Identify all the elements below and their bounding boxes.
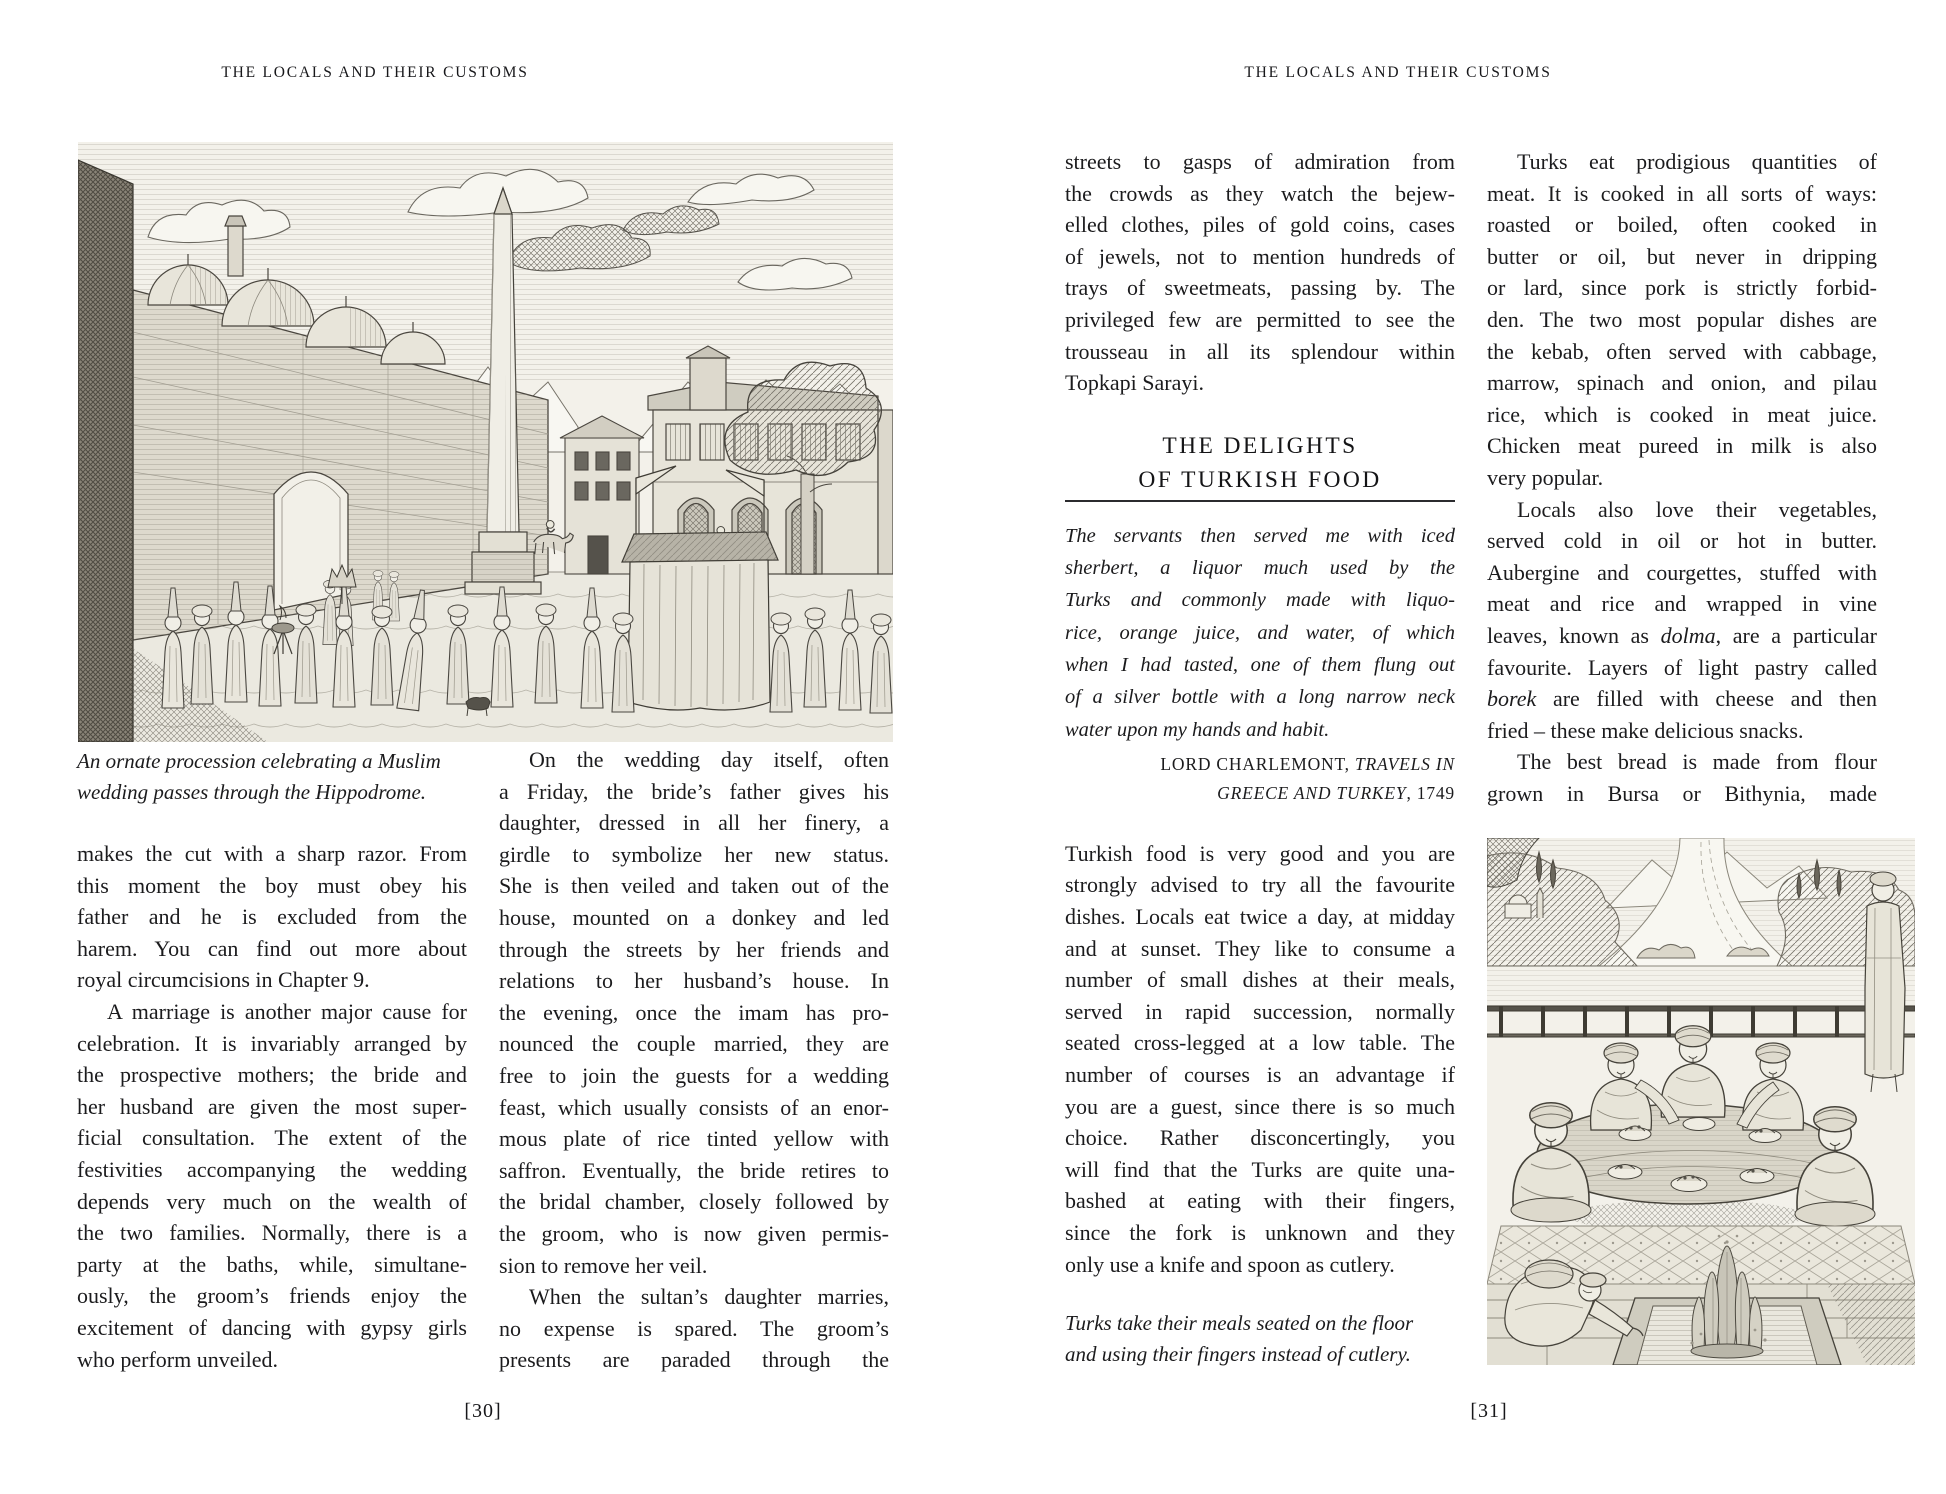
text-line: royal circumcisions in Chapter 9. bbox=[77, 967, 370, 993]
text-line: the prospective mothers; the bride and bbox=[77, 1062, 467, 1088]
text-line: her husband are given the most super- bbox=[77, 1093, 467, 1119]
pull-quote bbox=[1065, 520, 1455, 746]
text-line: excitement of dancing with gypsy girls bbox=[77, 1314, 467, 1340]
text-line: roasted or boiled, often cooked in bbox=[1487, 212, 1877, 238]
text-line: father and he is excluded from the bbox=[77, 904, 467, 930]
text-line: festivities accompanying the wedding bbox=[77, 1156, 467, 1182]
text-line: An ornate procession celebrating a Muslim bbox=[77, 749, 441, 773]
text-line: mous plate of rice tinted yellow with bbox=[499, 1126, 889, 1152]
text-line: ficial consultation. The extent of the bbox=[77, 1125, 467, 1151]
text-line: OF TURKISH FOOD bbox=[1138, 466, 1382, 493]
text-line: Turks take their meals seated on the floor bbox=[1065, 1311, 1414, 1336]
paragraph bbox=[499, 1281, 889, 1376]
text-line: of a silver bottle with a long narrow neck bbox=[1065, 686, 1455, 709]
foreground-wall-corner bbox=[78, 160, 133, 742]
paragraph bbox=[77, 838, 467, 996]
text-line: saffron. Eventually, the bride retires to bbox=[499, 1157, 889, 1183]
text-line: Turkish food is very good and you are bbox=[1065, 840, 1455, 866]
text-line: The servants then served me with iced bbox=[1065, 524, 1455, 547]
paragraph bbox=[1065, 146, 1455, 399]
page-number-right: [31] bbox=[1470, 1400, 1508, 1422]
text-line: harem. You can find out more about bbox=[77, 935, 467, 961]
text-line: streets to gasps of admiration from bbox=[1065, 149, 1455, 174]
text-line: wedding passes through the Hippodrome. bbox=[77, 780, 427, 804]
text-line: party at the baths, while, simultane- bbox=[77, 1251, 467, 1277]
text-line: Aubergine and courgettes, stuffed with bbox=[1487, 559, 1877, 585]
text-line: girdle to symbolize her new status. bbox=[499, 841, 889, 867]
text-line: since the fork is unknown and they bbox=[1065, 1219, 1455, 1245]
text-line: She is then veiled and taken out of the bbox=[499, 873, 889, 899]
text-line: choice. Rather disconcertingly, you bbox=[1065, 1125, 1455, 1151]
left-page-column-2 bbox=[499, 744, 889, 1376]
text-line: the groom, who is now given permis- bbox=[499, 1220, 889, 1246]
text-line: sherbert, a liquor much used by the bbox=[1065, 557, 1455, 580]
text-line: borek are filled with cheese and then bbox=[1487, 686, 1877, 712]
section-heading bbox=[1065, 429, 1455, 497]
text-line: Topkapi Sarayi. bbox=[1065, 370, 1204, 396]
text-line: marrow, spinach and onion, and pilau bbox=[1487, 370, 1877, 396]
text-line: very popular. bbox=[1487, 464, 1604, 490]
text-line: no expense is spared. The groom’s bbox=[499, 1315, 889, 1341]
text-line: you are a guest, since there is so much bbox=[1065, 1093, 1455, 1119]
text-line: dishes. Locals eat twice a day, at midday bbox=[1065, 904, 1455, 930]
text-line: ously, the groom’s friends enjoy the bbox=[77, 1283, 467, 1309]
text-line: the evening, once the imam has pro- bbox=[499, 999, 889, 1025]
text-line: When the sultan’s daughter marries, bbox=[529, 1284, 889, 1310]
wedding-procession-engraving bbox=[78, 142, 893, 742]
text-line: Turks eat prodigious quantities of bbox=[1517, 149, 1877, 174]
text-line: only use a knife and spoon as cutlery. bbox=[1065, 1251, 1395, 1277]
text-line: Turks and commonly made with liquo- bbox=[1065, 589, 1455, 612]
right-page-column-2 bbox=[1487, 146, 1877, 809]
text-line: number of small dishes at their meals, bbox=[1065, 967, 1455, 993]
text-line: sion to remove her veil. bbox=[499, 1252, 708, 1278]
text-line: or lard, since pork is strictly forbid- bbox=[1487, 275, 1877, 301]
text-line: meat and rice and wrapped in vine bbox=[1487, 591, 1877, 617]
text-line: rice, orange juice, and water, of which bbox=[1065, 621, 1455, 644]
text-line: fried – these make delicious snacks. bbox=[1487, 717, 1804, 743]
text-line: leaves, known as dolma, are a particular bbox=[1487, 622, 1877, 648]
text-line: bashed at eating with their fingers, bbox=[1065, 1188, 1455, 1214]
text-line: LORD CHARLEMONT, TRAVELS IN bbox=[1160, 753, 1455, 774]
quote-attribution bbox=[1065, 750, 1455, 808]
text-line: the two families. Normally, there is a bbox=[77, 1220, 467, 1246]
paragraph bbox=[77, 996, 467, 1375]
text-line: relations to her husband’s house. In bbox=[499, 968, 889, 994]
text-line: number of courses is an advantage if bbox=[1065, 1061, 1455, 1087]
text-line: daughter, dressed in all her finery, a bbox=[499, 810, 889, 836]
text-line: and at sunset. They like to consume a bbox=[1065, 935, 1455, 961]
text-line: of jewels, not to mention hundreds of bbox=[1065, 243, 1455, 269]
text-line: water upon my hands and habit. bbox=[1065, 718, 1330, 741]
paragraph bbox=[1487, 746, 1877, 809]
text-line: THE DELIGHTS bbox=[1162, 432, 1358, 459]
text-line: trousseau in all its splendour within bbox=[1065, 338, 1455, 364]
text-line: makes the cut with a sharp razor. From bbox=[77, 841, 467, 866]
text-line: On the wedding day itself, often bbox=[529, 747, 889, 772]
text-line: rice, which is cooked in meat juice. bbox=[1487, 401, 1877, 427]
text-line: meat. It is cooked in all sorts of ways: bbox=[1487, 180, 1877, 206]
text-line: a Friday, the bride’s father gives his bbox=[499, 778, 889, 804]
text-line: A marriage is another major cause for bbox=[107, 998, 467, 1024]
paragraph bbox=[1065, 838, 1455, 1280]
text-line: through the streets by her friends and bbox=[499, 936, 889, 962]
text-line: presents are paraded through the bbox=[499, 1347, 889, 1373]
page-number-left: [30] bbox=[464, 1400, 502, 1422]
text-line: den. The two most popular dishes are bbox=[1487, 306, 1877, 332]
heading-rule bbox=[1065, 500, 1455, 502]
text-line: this moment the boy must obey his bbox=[77, 872, 467, 898]
text-line: will find that the Turks are quite una- bbox=[1065, 1156, 1455, 1182]
text-line: free to join the guests for a wedding bbox=[499, 1062, 889, 1088]
text-line: Chicken meat pureed in milk is also bbox=[1487, 433, 1877, 459]
text-line: seated cross-legged at a low table. The bbox=[1065, 1030, 1455, 1056]
text-line: butter or oil, but never in dripping bbox=[1487, 243, 1877, 269]
wedding-procession-engraving-svg bbox=[78, 142, 893, 742]
text-line: The best bread is made from flour bbox=[1517, 749, 1877, 775]
turkish-meal-engraving bbox=[1487, 838, 1915, 1365]
text-line: grown in Bursa or Bithynia, made bbox=[1487, 780, 1877, 806]
paragraph bbox=[499, 744, 889, 1281]
text-line: house, mounted on a donkey and led bbox=[499, 904, 889, 930]
text-line: favourite. Layers of light pastry called bbox=[1487, 654, 1877, 680]
running-head-right: THE LOCALS AND THEIR CUSTOMS bbox=[1244, 64, 1552, 81]
text-line: trays of sweetmeats, passing by. The bbox=[1065, 275, 1455, 301]
right-page-column-1 bbox=[1065, 146, 1455, 1370]
text-line: the bridal chamber, closely followed by bbox=[499, 1189, 889, 1215]
text-line: served in rapid succession, normally bbox=[1065, 998, 1455, 1024]
text-line: depends very much on the wealth of bbox=[77, 1188, 467, 1214]
text-line: Locals also love their vegetables, bbox=[1517, 496, 1877, 522]
left-illustration-caption bbox=[77, 746, 507, 808]
text-line: feast, which usually consists of an enor- bbox=[499, 1094, 889, 1120]
text-line: and using their fingers instead of cutlery. bbox=[1065, 1342, 1411, 1367]
text-line: elled clothes, piles of gold coins, cases bbox=[1065, 212, 1455, 238]
text-line: when I had tasted, one of them flung out bbox=[1065, 653, 1455, 676]
right-illustration-caption bbox=[1065, 1308, 1455, 1370]
turkish-meal-engraving-svg bbox=[1487, 838, 1915, 1365]
text-line: strongly advised to try all the favourite bbox=[1065, 872, 1455, 898]
text-line: GREECE AND TURKEY, 1749 bbox=[1217, 782, 1455, 803]
left-page-column-1 bbox=[77, 838, 467, 1375]
text-line: celebration. It is invariably arranged by bbox=[77, 1030, 467, 1056]
text-line: served cold in oil or hot in butter. bbox=[1487, 528, 1877, 554]
paragraph bbox=[1487, 494, 1877, 747]
paragraph bbox=[1487, 146, 1877, 494]
text-line: the kebab, often served with cabbage, bbox=[1487, 338, 1877, 364]
text-line: privileged few are permitted to see the bbox=[1065, 306, 1455, 332]
text-line: the crowds as they watch the bejew- bbox=[1065, 180, 1455, 206]
text-line: who perform unveiled. bbox=[77, 1346, 278, 1372]
running-head-left: THE LOCALS AND THEIR CUSTOMS bbox=[221, 64, 529, 81]
text-line: nounced the couple married, they are bbox=[499, 1031, 889, 1057]
